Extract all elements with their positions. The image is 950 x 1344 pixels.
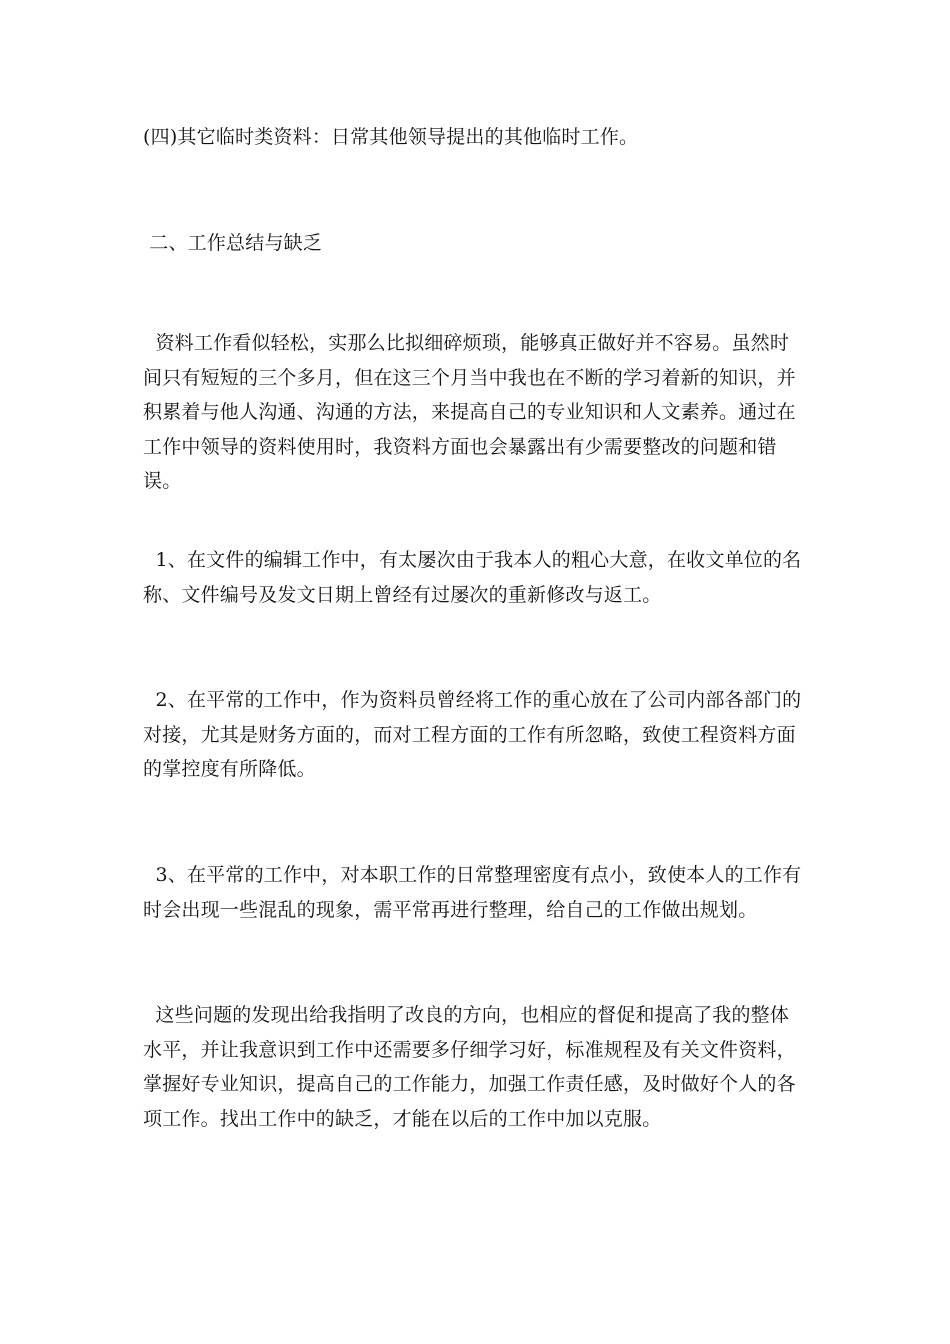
section-heading-summary: 二、工作总结与缺乏 xyxy=(143,232,323,254)
paragraph-item-3: 3、在平常的工作中，对本职工作的日常整理密度有点小，致使本人的工作有时会出现一些混乱的现象，需平常再进行整理，给自己的工作做出规划。 xyxy=(143,864,802,921)
paragraph-other-materials: (四)其它临时类资料：日常其他领导提出的其他临时工作。 xyxy=(143,126,639,148)
paragraph-conclusion: 这些问题的发现出给我指明了改良的方向，也相应的督促和提高了我的整体水平，并让我意识到工作中还需要多仔细学习好，标准规程及有关文件资料，掌握好专业知识，提高自己的工作能力，加强工作责任感，及时做好个人的各项工作。找出工作中的缺乏，才能在以后的工作中加以克服。 xyxy=(143,1004,796,1130)
paragraph-intro: 资料工作看似轻松，实那么比拟细碎烦琐，能够真正做好并不容易。虽然时间只有短短的三个多月，但在这三个月当中我也在不断的学习着新的知识，并积累着与他人沟通、沟通的方法，来提高自己的专业知识和人文素养。通过在工作中领导的资料使用时，我资料方面也会暴露出有少需要整改的问题和错误。 xyxy=(143,332,796,492)
paragraph-item-1: 1、在文件的编辑工作中，有太屡次由于我本人的粗心大意，在收文单位的名称、文件编号及发文日期上曾经有过屡次的重新修改与返工。 xyxy=(143,549,802,606)
paragraph-item-2: 2、在平常的工作中，作为资料员曾经将工作的重心放在了公司内部各部门的对接，尤其是财务方面的，而对工程方面的工作有所忽略，致使工程资料方面的掌控度有所降低。 xyxy=(143,689,802,780)
